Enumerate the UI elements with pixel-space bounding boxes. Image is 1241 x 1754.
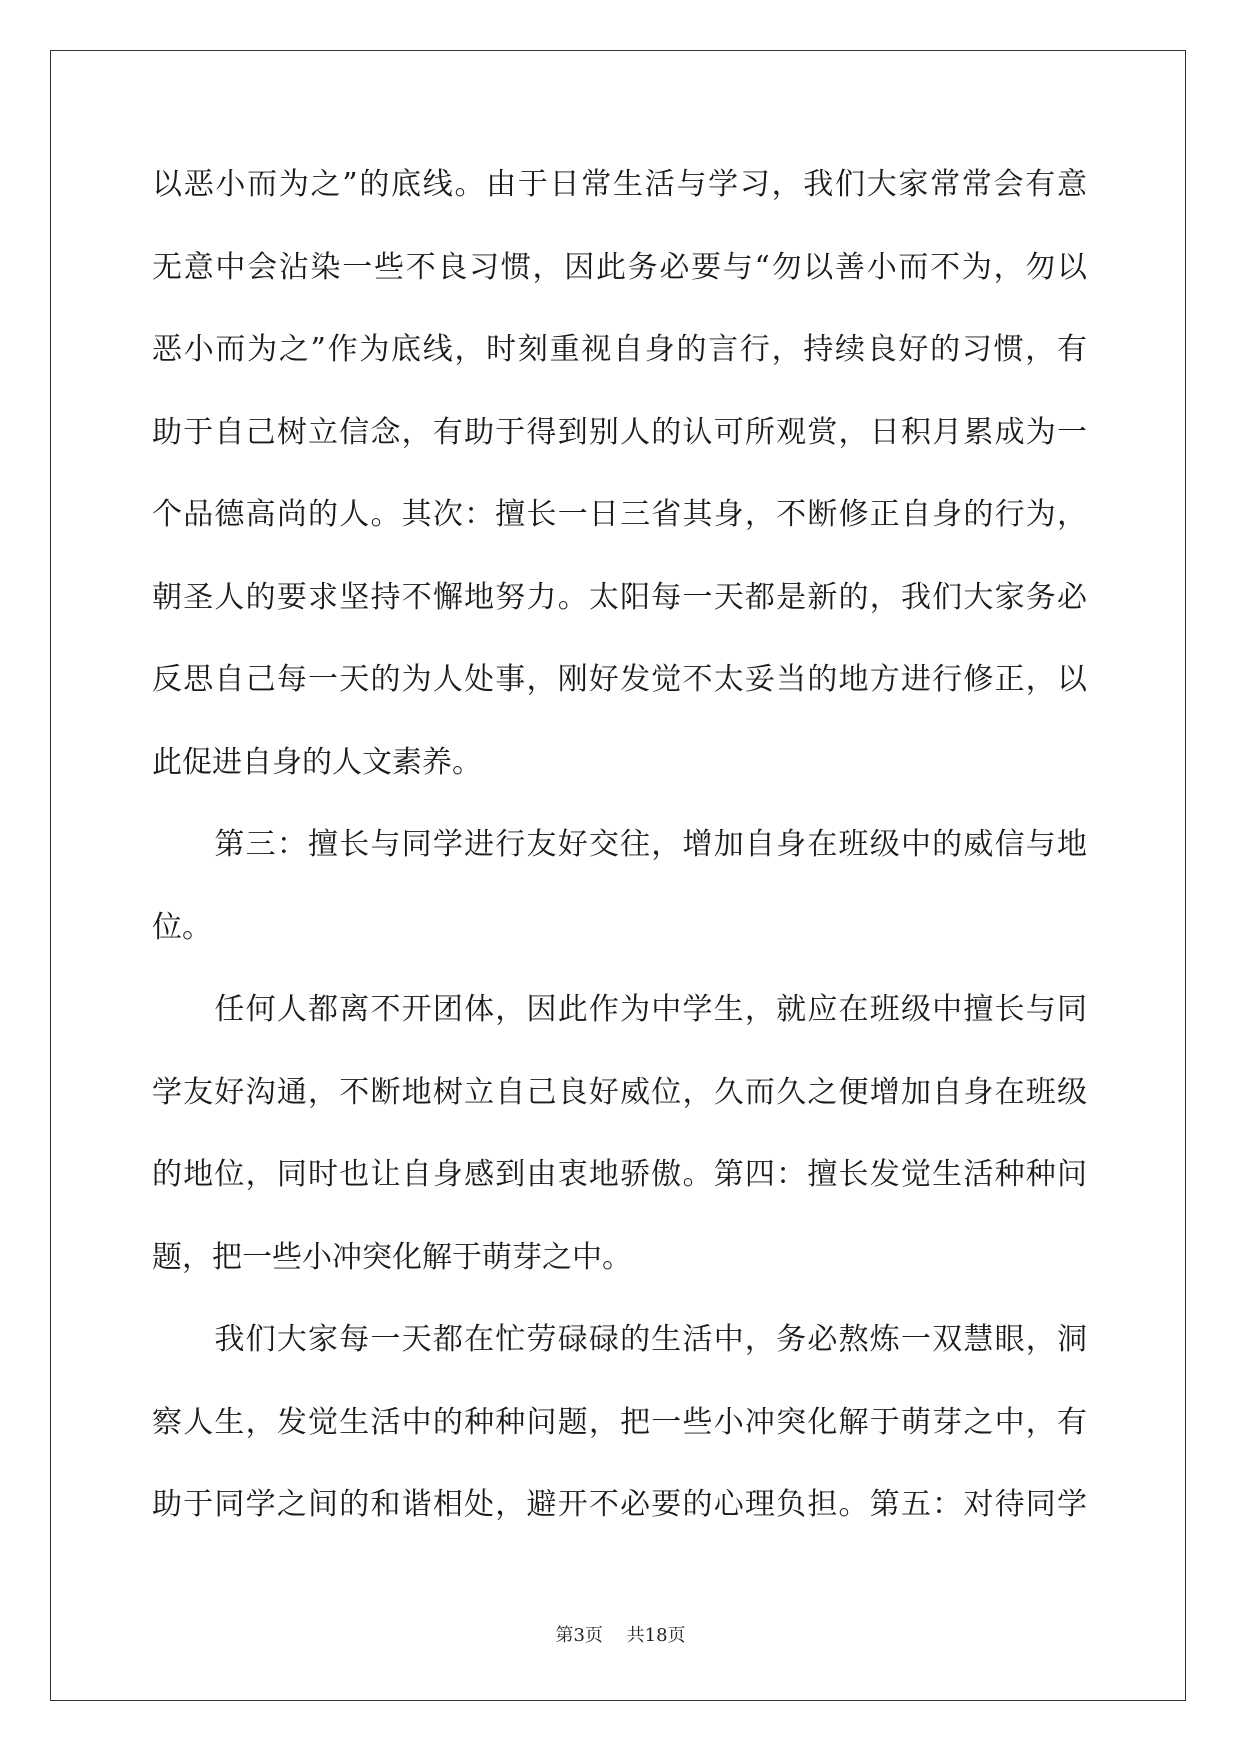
text-line: 我们大家每一天都在忙劳碌碌的生活中，务必熬炼一双慧眼，洞 (152, 1322, 1087, 1357)
page-number: 第3页 (555, 1625, 603, 1646)
text-line: 的地位，同时也让自身感到由衷地骄傲。第四：擅长发觉生活种种问 (152, 1157, 1087, 1192)
text-line: 第三：擅长与同学进行友好交往，增加自身在班级中的威信与地 (152, 827, 1087, 862)
text-line: 学友好沟通，不断地树立自己良好威位，久而久之便增加自身在班级 (152, 1074, 1087, 1110)
text-line: 恶小而为之”作为底线，时刻重视自身的言行，持续良好的习惯，有 (152, 332, 1087, 367)
text-line: 朝圣人的要求坚持不懈地努力。太阳每一天都是新的，我们大家务必 (152, 579, 1087, 615)
text-line: 个品德高尚的人。其次：擅长一日三省其身，不断修正自身的行为， (152, 497, 1087, 532)
text-line: 无意中会沾染一些不良习惯，因此务必要与“勿以善小而不为，勿以 (152, 249, 1087, 285)
text-line: 察人生，发觉生活中的种种问题，把一些小冲突化解于萌芽之中，有 (152, 1404, 1087, 1440)
text-line: 任何人都离不开团体，因此作为中学生，就应在班级中擅长与同 (152, 992, 1087, 1027)
document-body (152, 160, 1087, 1563)
text-line: 以恶小而为之”的底线。由于日常生活与学习，我们大家常常会有意 (152, 167, 1087, 202)
text-line: 位。 (152, 909, 212, 945)
text-line: 此促进自身的人文素养。 (152, 744, 482, 780)
text-line: 助于自己树立信念，有助于得到别人的认可所观赏，日积月累成为一 (152, 414, 1087, 450)
page-count: 共18页 (626, 1625, 686, 1646)
text-line: 反思自己每一天的为人处事，刚好发觉不太妥当的地方进行修正，以 (152, 662, 1087, 697)
text-line: 题，把一些小冲突化解于萌芽之中。 (152, 1239, 632, 1275)
text-line: 助于同学之间的和谐相处，避开不必要的心理负担。第五：对待同学 (152, 1487, 1087, 1522)
page-footer (0, 1621, 1241, 1647)
